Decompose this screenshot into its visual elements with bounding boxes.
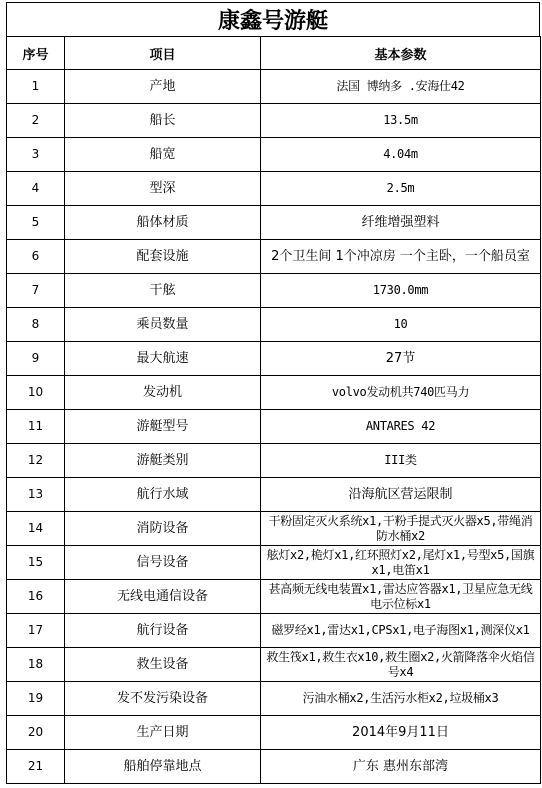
row-index: 14 [7, 512, 65, 546]
row-value: 救生筏x1,救生衣x10,救生圈x2,火箭降落伞火焰信号x4 [261, 648, 541, 682]
row-index: 12 [7, 444, 65, 478]
row-index: 19 [7, 682, 65, 716]
table-row [7, 478, 541, 512]
row-index: 6 [7, 240, 65, 274]
table-row [7, 444, 541, 478]
row-item: 发不发污染设备 [65, 682, 261, 716]
row-item: 无线电通信设备 [65, 580, 261, 614]
table-row [7, 410, 541, 444]
table-row [7, 172, 541, 206]
row-value: 舷灯x2,桅灯x1,红环照灯x2,尾灯x1,号型x5,国旗x1,电笛x1 [261, 546, 541, 580]
row-index: 2 [7, 104, 65, 138]
row-value: 甚高频无线电装置x1,雷达应答器x1,卫星应急无线电示位标x1 [261, 580, 541, 614]
table-row [7, 546, 541, 580]
row-index: 3 [7, 138, 65, 172]
row-item: 船体材质 [65, 206, 261, 240]
row-index: 17 [7, 614, 65, 648]
row-index: 5 [7, 206, 65, 240]
table-row [7, 104, 541, 138]
table-row [7, 308, 541, 342]
table-row [7, 274, 541, 308]
yacht-spec-sheet [6, 2, 540, 784]
row-value: 干粉固定灭火系统x1,干粉手提式灭火器x5,带绳消防水桶x2 [261, 512, 541, 546]
row-item: 救生设备 [65, 648, 261, 682]
row-index: 1 [7, 70, 65, 104]
row-item: 消防设备 [65, 512, 261, 546]
spec-table [6, 36, 541, 784]
row-index: 9 [7, 342, 65, 376]
row-index: 4 [7, 172, 65, 206]
row-index: 13 [7, 478, 65, 512]
row-item: 生产日期 [65, 716, 261, 750]
table-row [7, 240, 541, 274]
header-index: 序号 [7, 37, 65, 70]
row-value: 沿海航区营运限制 [261, 478, 541, 512]
table-row [7, 376, 541, 410]
page-title: 康鑫号游艇 [6, 2, 540, 36]
row-value: 广东 惠州东部湾 [261, 750, 541, 784]
row-value: 10 [261, 308, 541, 342]
row-value: 4.04m [261, 138, 541, 172]
row-value: 纤维增强塑料 [261, 206, 541, 240]
row-item: 航行水域 [65, 478, 261, 512]
row-value: 2个卫生间 1个冲凉房 一个主卧，一个船员室 [261, 240, 541, 274]
row-value: 污油水桶x2,生活污水柜x2,垃圾桶x3 [261, 682, 541, 716]
row-item: 配套设施 [65, 240, 261, 274]
table-row [7, 716, 541, 750]
row-index: 20 [7, 716, 65, 750]
row-item: 型深 [65, 172, 261, 206]
row-index: 8 [7, 308, 65, 342]
row-index: 7 [7, 274, 65, 308]
table-row [7, 614, 541, 648]
header-row [7, 37, 541, 70]
row-item: 游艇类别 [65, 444, 261, 478]
row-value: III类 [261, 444, 541, 478]
row-value: 13.5m [261, 104, 541, 138]
row-item: 最大航速 [65, 342, 261, 376]
row-index: 21 [7, 750, 65, 784]
row-item: 信号设备 [65, 546, 261, 580]
row-index: 16 [7, 580, 65, 614]
row-value: 法国 博纳多 .安海仕42 [261, 70, 541, 104]
row-item: 航行设备 [65, 614, 261, 648]
row-item: 游艇型号 [65, 410, 261, 444]
row-value: 1730.0mm [261, 274, 541, 308]
row-index: 10 [7, 376, 65, 410]
table-row [7, 138, 541, 172]
row-value: 2014年9月11日 [261, 716, 541, 750]
row-item: 干舷 [65, 274, 261, 308]
table-row [7, 580, 541, 614]
row-value: 27节 [261, 342, 541, 376]
row-index: 15 [7, 546, 65, 580]
row-index: 11 [7, 410, 65, 444]
table-row [7, 70, 541, 104]
row-item: 产地 [65, 70, 261, 104]
header-item: 项目 [65, 37, 261, 70]
row-item: 船舶停靠地点 [65, 750, 261, 784]
row-value: 2.5m [261, 172, 541, 206]
table-row [7, 750, 541, 784]
row-value: ANTARES 42 [261, 410, 541, 444]
row-item: 船长 [65, 104, 261, 138]
spec-table-body [7, 70, 541, 784]
row-value: 磁罗经x1,雷达x1,CPSx1,电子海图x1,测深仪x1 [261, 614, 541, 648]
row-item: 发动机 [65, 376, 261, 410]
table-row [7, 648, 541, 682]
row-item: 船宽 [65, 138, 261, 172]
row-item: 乘员数量 [65, 308, 261, 342]
table-row [7, 342, 541, 376]
table-row [7, 682, 541, 716]
row-value: volvo发动机共740匹马力 [261, 376, 541, 410]
header-params: 基本参数 [261, 37, 541, 70]
table-row [7, 206, 541, 240]
row-index: 18 [7, 648, 65, 682]
table-row [7, 512, 541, 546]
